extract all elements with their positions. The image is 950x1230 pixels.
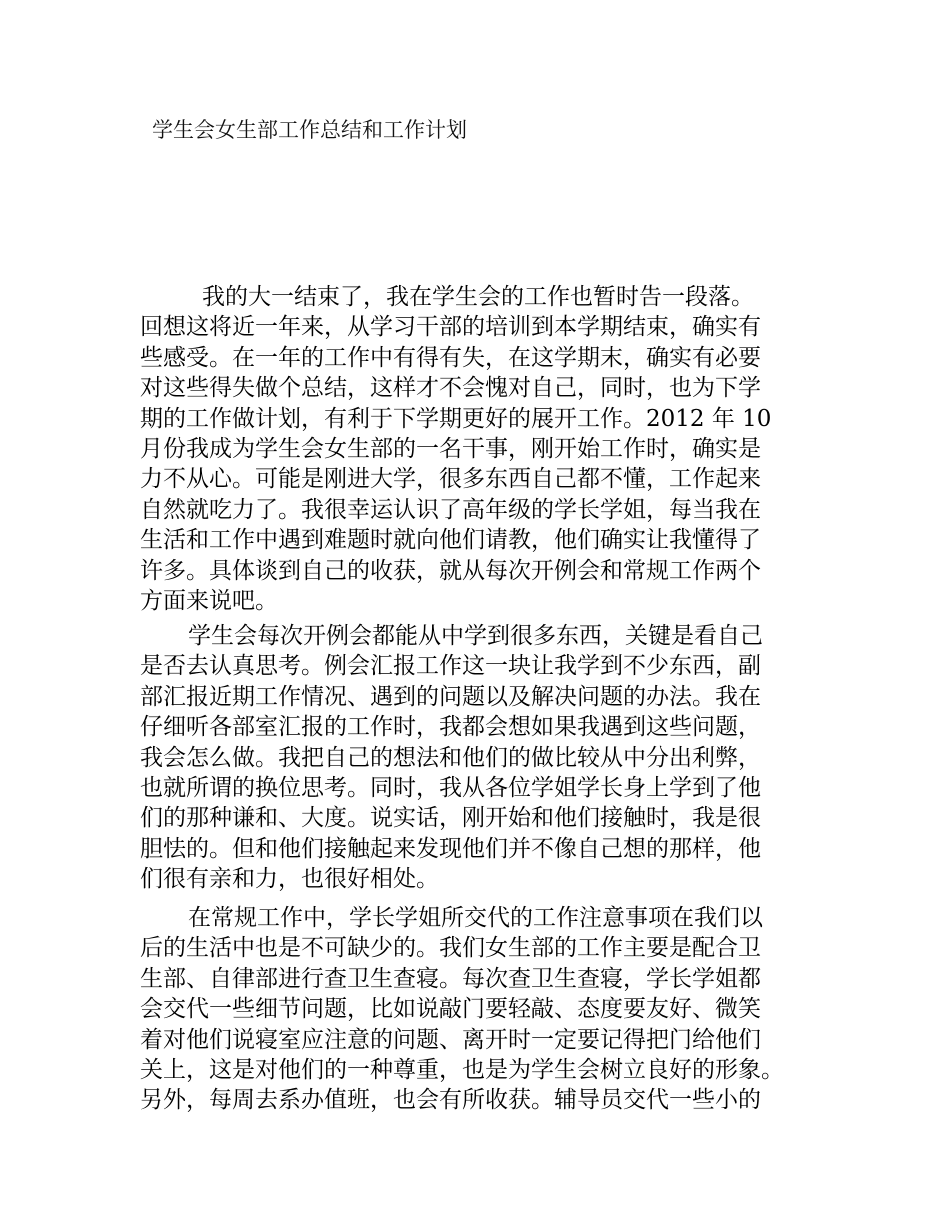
text-line: 力不从心。可能是刚进大学，很多东西自己都不懂，工作起来: [140, 466, 761, 493]
text-line: 月份我成为学生会女生部的一名干事，刚开始工作时，确实是: [140, 436, 761, 463]
document-title: 学生会女生部工作总结和工作计划: [152, 118, 467, 142]
text-line: 们很有亲和力，也很好相处。: [140, 866, 439, 893]
text-line: 会交代一些细节问题，比如说敲门要轻敲、态度要友好、微笑: [140, 996, 761, 1023]
text-line: 些感受。在一年的工作中有得有失，在这学期末，确实有必要: [140, 344, 761, 371]
text-line: 关上，这是对他们的一种尊重，也是为学生会树立良好的形象。: [140, 1057, 784, 1084]
text-line: 在常规工作中，学长学姐所交代的工作注意事项在我们以: [188, 905, 763, 931]
text-line: 我会怎么做。我把自己的想法和他们的做比较从中分出利弊，: [140, 744, 761, 771]
text-line: 我的大一结束了，我在学生会的工作也暂时告一段落。: [202, 284, 754, 310]
text-line: 自然就吃力了。我很幸运认识了高年级的学长学姐，每当我在: [140, 496, 761, 523]
text-line: 仔细听各部室汇报的工作时，我都会想如果我遇到这些问题，: [140, 714, 761, 741]
text-line: 着对他们说寝室应注意的问题、离开时一定要记得把门给他们: [140, 1026, 761, 1053]
text-line: 期的工作做计划，有利于下学期更好的展开工作。2012 年 10: [140, 405, 772, 432]
text-line: 部汇报近期工作情况、遇到的问题以及解决问题的办法。我在: [140, 683, 761, 710]
text-line: 生部、自律部进行查卫生查寝。每次查卫生查寝，学长学姐都: [140, 965, 761, 992]
text-line: 另外，每周去系办值班，也会有所收获。辅导员交代一些小的: [140, 1087, 761, 1114]
text-line: 对这些得失做个总结，这样才不会愧对自己，同时，也为下学: [140, 375, 761, 402]
text-line: 回想这将近一年来，从学习干部的培训到本学期结束，确实有: [140, 314, 761, 341]
text-line: 生活和工作中遇到难题时就向他们请教，他们确实让我懂得了: [140, 527, 761, 554]
text-line: 学生会每次开例会都能从中学到很多东西，关键是看自己: [188, 623, 763, 649]
paragraph-1: [140, 282, 820, 616]
text-line: 是否去认真思考。例会汇报工作这一块让我学到不少东西，副: [140, 653, 761, 680]
text-line: 许多。具体谈到自己的收获，就从每次开例会和常规工作两个: [140, 557, 761, 584]
text-line: 们的那种谦和、大度。说实话，刚开始和他们接触时，我是很: [140, 805, 761, 832]
text-line: 后的生活中也是不可缺少的。我们女生部的工作主要是配合卫: [140, 935, 761, 962]
paragraph-2: [140, 621, 820, 895]
text-line: 方面来说吧。: [140, 588, 278, 615]
paragraph-3: [140, 903, 820, 1116]
text-line: 也就所谓的换位思考。同时，我从各位学姐学长身上学到了他: [140, 775, 761, 802]
text-line: 胆怯的。但和他们接触起来发现他们并不像自己想的那样，他: [140, 835, 761, 862]
